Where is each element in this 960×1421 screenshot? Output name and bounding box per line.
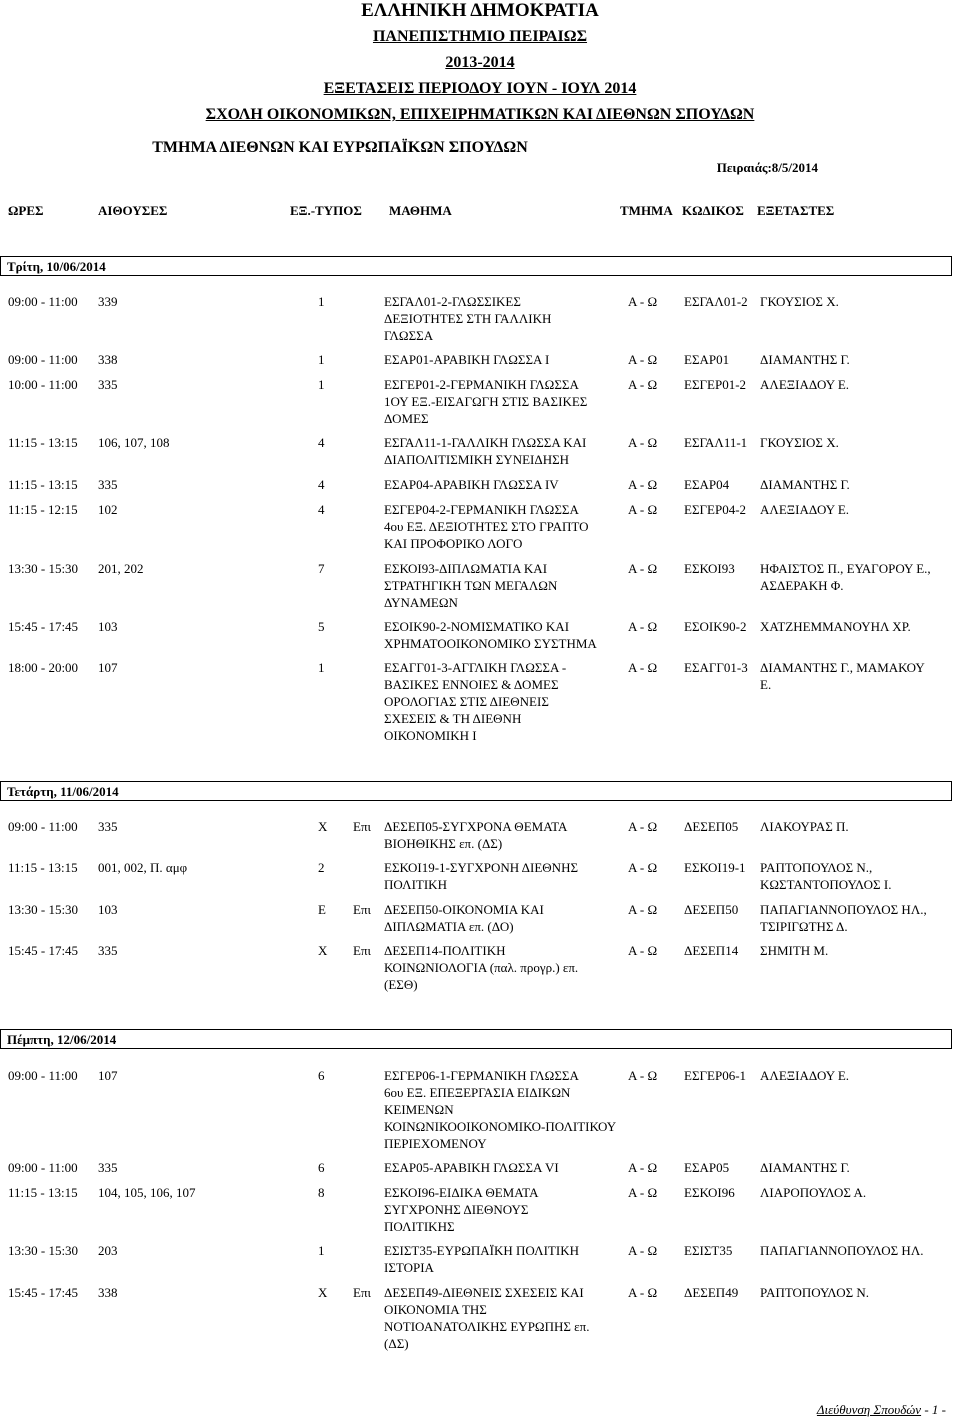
row-section: Α - Ω: [628, 819, 658, 834]
row-section: Α - Ω: [628, 377, 658, 392]
row-exam-type: 1: [318, 660, 325, 675]
row-section: Α - Ω: [628, 619, 658, 634]
row-exam-type: 4: [318, 435, 325, 450]
row-course-code: ΕΣΑΡ05: [684, 1160, 730, 1175]
row-examiners: ΑΛΕΞΙΑΔΟΥ Ε.: [760, 502, 850, 517]
row-exam-type: Χ: [318, 943, 328, 958]
row-course-code: ΕΣΓΕΡ06-1: [684, 1068, 747, 1083]
row-time: 09:00 - 11:00: [8, 1160, 78, 1175]
row-course: ΕΣΓΕΡ04-2-ΓΕΡΜΑΝΙΚΗ ΓΛΩΣΣΑ 4ου ΕΞ. ΔΕΞΙΟΤΗΤΕΣ ΣΤΟ ΓΡΑΠΤΟ ΚΑΙ ΠΡΟΦΟΡΙΚΟ ΛΟΓΟ: [384, 502, 589, 551]
row-examiners: ΓΚΟΥΣΙΟΣ Χ.: [760, 294, 839, 309]
row-course-code: ΕΣΑΡ04: [684, 477, 730, 492]
document-date: Πειραιάς:8/5/2014: [716, 160, 818, 175]
row-exam-type: 8: [318, 1185, 325, 1200]
row-examiners: ΣΗΜΙΤΗ Μ.: [760, 943, 829, 958]
page-footer: [817, 1402, 946, 1418]
row-section: Α - Ω: [628, 1243, 658, 1258]
row-course-code: ΕΣΓΑΛ01-2: [684, 294, 748, 309]
footer-page: - 1 -: [924, 1402, 946, 1417]
row-exam-type: 1: [318, 1243, 325, 1258]
university-title: ΠΑΝΕΠΙΣΤΗΜΙΟ ΠΕΙΡΑΙΩΣ: [372, 28, 588, 45]
col-code: ΚΩΔΙΚΟΣ: [682, 203, 744, 218]
row-course-code: ΕΣΙΣΤ35: [684, 1243, 733, 1258]
row-examiners: ΠΑΠΑΓΙΑΝΝΟΠΟΥΛΟΣ ΗΛ.: [760, 1243, 924, 1258]
row-exam-type: 1: [318, 377, 325, 392]
row-exam-type: 6: [318, 1068, 325, 1083]
row-section: Α - Ω: [628, 1285, 658, 1300]
column-headers: [0, 203, 960, 221]
row-examiners: ΧΑΤΖΗΕΜΜΑΝΟΥΗΛ ΧΡ.: [760, 619, 911, 634]
row-room: 335: [98, 943, 118, 958]
row-time: 13:30 - 15:30: [8, 902, 79, 917]
row-room: 107: [98, 660, 118, 675]
row-exam-type: Ε: [318, 902, 326, 917]
row-elective: Επι: [353, 1285, 372, 1300]
row-section: Α - Ω: [628, 294, 658, 309]
row-course-code: ΕΣΑΡ01: [684, 352, 730, 367]
row-course: ΔΕΣΕΠ50-ΟΙΚΟΝΟΜΙΑ ΚΑΙ ΔΙΠΛΩΜΑΤΙΑ επ. (ΔΟ): [384, 902, 544, 934]
row-room: 338: [98, 352, 118, 367]
row-section: Α - Ω: [628, 902, 658, 917]
row-exam-type: 4: [318, 477, 325, 492]
row-examiners: ΡΑΠΤΟΠΟΥΛΟΣ Ν., ΚΩΣΤΑΝΤΟΠΟΥΛΟΣ Ι.: [760, 860, 892, 892]
row-course: ΕΣΟΙΚ90-2-ΝΟΜΙΣΜΑΤΙΚΟ ΚΑΙ ΧΡΗΜΑΤΟΟΙΚΟΝΟΜΙΚΟ ΣΥΣΤΗΜΑ: [384, 619, 597, 651]
department-title: ΤΜΗΜΑ ΔΙΕΘΝΩΝ ΚΑΙ ΕΥΡΩΠΑΪΚΩΝ ΣΠΟΥΔΩΝ: [152, 139, 528, 156]
row-room: 335: [98, 377, 118, 392]
col-course: ΜΑΘΗΜΑ: [389, 203, 452, 218]
academic-year: 2013-2014: [445, 54, 515, 71]
row-time: 09:00 - 11:00: [8, 1068, 78, 1083]
row-examiners: ΓΚΟΥΣΙΟΣ Χ.: [760, 435, 839, 450]
row-room: 203: [98, 1243, 118, 1258]
row-exam-type: Χ: [318, 819, 328, 834]
row-section: Α - Ω: [628, 502, 658, 517]
row-exam-type: 1: [318, 352, 325, 367]
row-room: 335: [98, 1160, 118, 1175]
row-course: ΕΣΓΕΡ06-1-ΓΕΡΜΑΝΙΚΗ ΓΛΩΣΣΑ 6ου ΕΞ. ΕΠΕΞΕΡΓΑΣΙΑ ΕΙΔΙΚΩΝ ΚΕΙΜΕΝΩΝ ΚΟΙΝΩΝΙΚΟΟΙΚΟΝΟΜΙΚΟ-ΠΟΛΙΤΙΚΟΥ ΠΕΡΙΕΧΟΜΕΝΟΥ: [384, 1068, 617, 1151]
row-time: 11:15 - 12:15: [8, 502, 78, 517]
row-time: 11:15 - 13:15: [8, 435, 78, 450]
row-examiners: ΑΛΕΞΙΑΔΟΥ Ε.: [760, 377, 850, 392]
row-course: ΔΕΣΕΠ14-ΠΟΛΙΤΙΚΗ ΚΟΙΝΩΝΙΟΛΟΓΙΑ (παλ. προγρ.) επ. (ΕΣΘ): [384, 943, 579, 992]
row-time: 18:00 - 20:00: [8, 660, 79, 675]
row-examiners: ΔΙΑΜΑΝΤΗΣ Γ.: [760, 1160, 850, 1175]
row-course-code: ΕΣΑΓΓ01-3: [684, 660, 748, 675]
row-exam-type: 2: [318, 860, 325, 875]
row-room: 104, 105, 106, 107: [98, 1185, 196, 1200]
row-exam-type: 7: [318, 561, 325, 576]
row-elective: Επι: [353, 819, 372, 834]
row-examiners: ΛΙΑΡΟΠΟΥΛΟΣ Α.: [760, 1185, 867, 1200]
row-course: ΔΕΣΕΠ49-ΔΙΕΘΝΕΙΣ ΣΧΕΣΕΙΣ ΚΑΙ ΟΙΚΟΝΟΜΙΑ ΤΗΣ ΝΟΤΙΟΑΝΑΤΟΛΙΚΗΣ ΕΥΡΩΠΗΣ επ. (ΔΣ): [384, 1285, 590, 1351]
row-course: ΕΣΑΡ04-ΑΡΑΒΙΚΗ ΓΛΩΣΣΑ IV: [384, 477, 559, 492]
republic-title: ΕΛΛΗΝΙΚΗ ΔΗΜΟΚΡΑΤΙΑ: [361, 0, 599, 21]
row-course: ΕΣΚΟΙ96-ΕΙΔΙΚΑ ΘΕΜΑΤΑ ΣΥΓΧΡΟΝΗΣ ΔΙΕΘΝΟΥΣ ΠΟΛΙΤΙΚΗΣ: [384, 1185, 539, 1234]
row-time: 10:00 - 11:00: [8, 377, 78, 392]
row-time: 13:30 - 15:30: [8, 1243, 79, 1258]
row-elective: Επι: [353, 902, 372, 917]
row-exam-type: 5: [318, 619, 325, 634]
row-room: 338: [98, 1285, 118, 1300]
row-room: 201, 202: [98, 561, 144, 576]
exam-period-title: ΕΞΕΤΑΣΕΙΣ ΠΕΡΙΟΔΟΥ ΙΟΥΝ - ΙΟΥΛ 2014: [323, 80, 637, 97]
row-time: 11:15 - 13:15: [8, 1185, 78, 1200]
row-room: 339: [98, 294, 118, 309]
row-exam-type: Χ: [318, 1285, 328, 1300]
row-time: 09:00 - 11:00: [8, 352, 78, 367]
row-section: Α - Ω: [628, 352, 658, 367]
row-course-code: ΔΕΣΕΠ14: [684, 943, 739, 958]
row-time: 13:30 - 15:30: [8, 561, 79, 576]
row-time: 15:45 - 17:45: [8, 1285, 79, 1300]
row-course: ΕΣΑΓΓ01-3-ΑΓΓΛΙΚΗ ΓΛΩΣΣΑ - ΒΑΣΙΚΕΣ ΕΝΝΟΙΕΣ & ΔΟΜΕΣ ΟΡΟΛΟΓΙΑΣ ΣΤΙΣ ΔΙΕΘΝΕΙΣ ΣΧΕΣΕΙΣ & ΤΗ ΔΙΕΘΝΗ ΟΙΚΟΝΟΜΙΚΗ Ι: [384, 660, 567, 743]
row-section: Α - Ω: [628, 561, 658, 576]
row-room: 103: [98, 902, 118, 917]
row-section: Α - Ω: [628, 435, 658, 450]
row-section: Α - Ω: [628, 1185, 658, 1200]
row-elective: Επι: [353, 943, 372, 958]
row-examiners: ΔΙΑΜΑΝΤΗΣ Γ.: [760, 352, 850, 367]
row-examiners: ΔΙΑΜΑΝΤΗΣ Γ., ΜΑΜΑΚΟΥ Ε.: [760, 660, 925, 692]
row-time: 15:45 - 17:45: [8, 943, 79, 958]
day-header: Τετάρτη, 11/06/2014: [0, 781, 952, 801]
col-type: ΕΞ.-ΤΥΠΟΣ: [290, 203, 362, 218]
col-rooms: ΑΙΘΟΥΣΕΣ: [98, 203, 168, 218]
row-time: 09:00 - 11:00: [8, 294, 78, 309]
row-examiners: ΑΛΕΞΙΑΔΟΥ Ε.: [760, 1068, 850, 1083]
row-course: ΕΣΑΡ05-ΑΡΑΒΙΚΗ ΓΛΩΣΣΑ VI: [384, 1160, 559, 1175]
col-section: ΤΜΗΜΑ: [620, 203, 673, 218]
row-examiners: ΗΦΑΙΣΤΟΣ Π., ΕΥΑΓΟΡΟΥ Ε., ΑΣΔΕΡΑΚΗ Φ.: [760, 561, 931, 593]
row-section: Α - Ω: [628, 1068, 658, 1083]
row-room: 103: [98, 619, 118, 634]
row-time: 09:00 - 11:00: [8, 819, 78, 834]
row-room: 001, 002, Π. αμφ: [98, 860, 188, 875]
row-section: Α - Ω: [628, 1160, 658, 1175]
school-title: ΣΧΟΛΗ ΟΙΚΟΝΟΜΙΚΩΝ, ΕΠΙΧΕΙΡΗΜΑΤΙΚΩΝ ΚΑΙ ΔΙΕΘΝΩΝ ΣΠΟΥΔΩΝ: [205, 106, 755, 123]
row-course: ΕΣΙΣΤ35-ΕΥΡΩΠΑΪΚΗ ΠΟΛΙΤΙΚΗ ΙΣΤΟΡΙΑ: [384, 1243, 579, 1275]
row-course-code: ΔΕΣΕΠ50: [684, 902, 739, 917]
row-course-code: ΕΣΚΟΙ96: [684, 1185, 735, 1200]
row-section: Α - Ω: [628, 660, 658, 675]
row-exam-type: 1: [318, 294, 325, 309]
row-course-code: ΔΕΣΕΠ05: [684, 819, 739, 834]
day-header: Πέμπτη, 12/06/2014: [0, 1029, 952, 1049]
row-room: 107: [98, 1068, 118, 1083]
row-examiners: ΛΙΑΚΟΥΡΑΣ Π.: [760, 819, 849, 834]
row-course-code: ΕΣΓΑΛ11-1: [684, 435, 748, 450]
row-exam-type: 6: [318, 1160, 325, 1175]
row-exam-type: 4: [318, 502, 325, 517]
row-section: Α - Ω: [628, 860, 658, 875]
row-examiners: ΔΙΑΜΑΝΤΗΣ Γ.: [760, 477, 850, 492]
row-time: 15:45 - 17:45: [8, 619, 79, 634]
row-section: Α - Ω: [628, 943, 658, 958]
row-section: Α - Ω: [628, 477, 658, 492]
row-room: 106, 107, 108: [98, 435, 170, 450]
row-course-code: ΕΣΚΟΙ19-1: [684, 860, 746, 875]
row-course-code: ΕΣΟΙΚ90-2: [684, 619, 747, 634]
row-course: ΕΣΓΕΡ01-2-ΓΕΡΜΑΝΙΚΗ ΓΛΩΣΣΑ 1ΟΥ ΕΞ.-ΕΙΣΑΓΩΓΗ ΣΤΙΣ ΒΑΣΙΚΕΣ ΔΟΜΕΣ: [384, 377, 588, 426]
row-course-code: ΕΣΓΕΡ01-2: [684, 377, 747, 392]
row-room: 335: [98, 477, 118, 492]
row-course: ΔΕΣΕΠ05-ΣΥΓΧΡΟΝΑ ΘΕΜΑΤΑ ΒΙΟΗΘΙΚΗΣ επ. (ΔΣ): [384, 819, 568, 851]
row-room: 102: [98, 502, 118, 517]
day-header: Τρίτη, 10/06/2014: [0, 256, 952, 276]
row-course-code: ΕΣΓΕΡ04-2: [684, 502, 747, 517]
row-room: 335: [98, 819, 118, 834]
row-course: ΕΣΑΡ01-ΑΡΑΒΙΚΗ ΓΛΩΣΣΑ Ι: [384, 352, 550, 367]
row-course: ΕΣΚΟΙ93-ΔΙΠΛΩΜΑΤΙΑ ΚΑΙ ΣΤΡΑΤΗΓΙΚΗ ΤΩΝ ΜΕΓΑΛΩΝ ΔΥΝΑΜΕΩΝ: [384, 561, 558, 610]
row-course: ΕΣΓΑΛ01-2-ΓΛΩΣΣΙΚΕΣ ΔΕΞΙΟΤΗΤΕΣ ΣΤΗ ΓΑΛΛΙΚΗ ΓΛΩΣΣΑ: [384, 294, 552, 343]
row-examiners: ΡΑΠΤΟΠΟΥΛΟΣ Ν.: [760, 1285, 870, 1300]
row-time: 11:15 - 13:15: [8, 477, 78, 492]
col-examiners: ΕΞΕΤΑΣΤΕΣ: [757, 203, 835, 218]
row-examiners: ΠΑΠΑΓΙΑΝΝΟΠΟΥΛΟΣ ΗΛ., ΤΣΙΡΙΓΩΤΗΣ Δ.: [760, 902, 927, 934]
row-course: ΕΣΓΑΛ11-1-ΓΑΛΛΙΚΗ ΓΛΩΣΣΑ ΚΑΙ ΔΙΑΠΟΛΙΤΙΣΜΙΚΗ ΣΥΝΕΙΔΗΣΗ: [384, 435, 587, 467]
footer-office: Διεύθυνση Σπουδών: [816, 1402, 922, 1417]
row-time: 11:15 - 13:15: [8, 860, 78, 875]
col-hours: ΩΡΕΣ: [8, 203, 44, 218]
row-course-code: ΕΣΚΟΙ93: [684, 561, 735, 576]
row-course-code: ΔΕΣΕΠ49: [684, 1285, 739, 1300]
row-course: ΕΣΚΟΙ19-1-ΣΥΓΧΡΟΝΗ ΔΙΕΘΝΗΣ ΠΟΛΙΤΙΚΗ: [384, 860, 579, 892]
